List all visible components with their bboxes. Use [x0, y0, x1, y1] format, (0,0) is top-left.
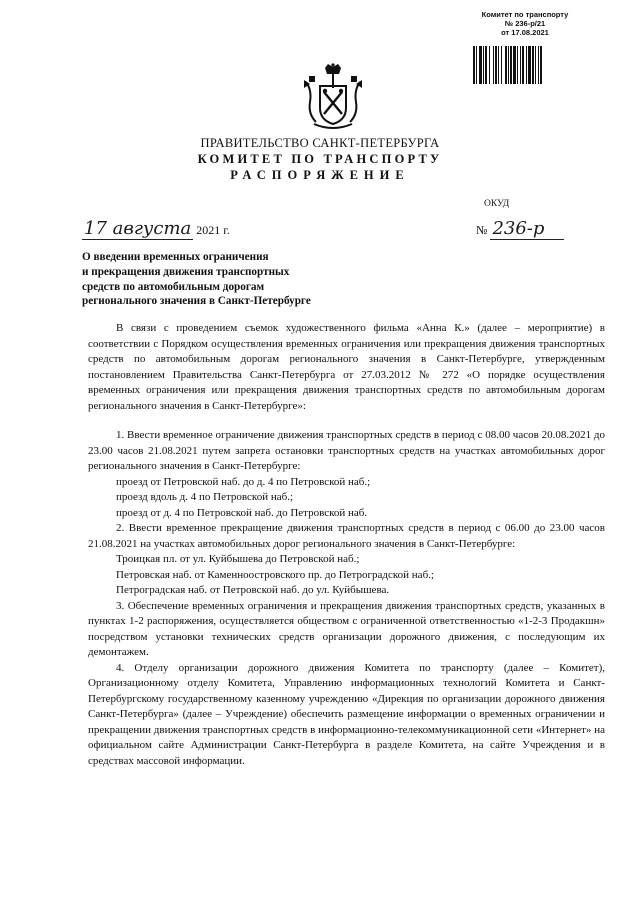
document-subject [82, 250, 382, 309]
document-type: РАСПОРЯЖЕНИЕ [230, 168, 410, 182]
number-prefix: № [476, 223, 488, 237]
clause-4: 4. Отделу организации дорожного движения Комитета по транспорту (далее – Комитет), Организационному отделу Комитета, Управлению информационных технологий Комитета и Санкт-Петербургскому государственному казенному учреждению «Дирекция по организации дорожного движения Санкт-Петербурга» (далее – Учреждение) обеспечить размещение информации о временных ограничении и прекращении движения транспортных средств в информационно-телекоммуникационной сети «Интернет» на официальном сайте Администрации Санкт-Петербурга в разделе Комитета, на сайте Учреждения и в средствах массовой информации. [88, 661, 605, 767]
registration-stamp [470, 10, 580, 37]
clause-1-road: проезд от д. 4 по Петровской наб. до Петровской наб. [116, 506, 368, 519]
subject-line: регионального значения в Санкт-Петербурге [82, 295, 311, 308]
document-date [82, 218, 230, 240]
stamp-line-2: № 236-р/21 [504, 19, 546, 28]
stamp-line-1: Комитет по транспорту [481, 10, 569, 19]
stamp-line-3: от 17.08.2021 [501, 28, 549, 37]
clause-2-road: Петровская наб. от Каменноостровского пр. до Петроградской наб.; [116, 568, 434, 581]
clause-1-road: проезд от Петровской наб. до д. 4 по Петровской наб.; [116, 475, 371, 488]
subject-line: средств по автомобильным дорогам [82, 280, 265, 293]
handwritten-number: 236-р [492, 218, 545, 239]
government-title: ПРАВИТЕЛЬСТВО САНКТ-ПЕТЕРБУРГА [200, 136, 440, 150]
clause-1: 1. Ввести временное ограничение движения транспортных средств в период с 08.00 часов 20.08.2021 до 23.00 часов 21.08.2021 путем запрета остановки транспортных средств на участках автомобильных дорог регионального значения в Санкт-Петербурге: [88, 429, 605, 472]
handwritten-date: 17 августа [84, 218, 192, 239]
date-year: 2021 г. [196, 223, 230, 237]
subject-line: О введении временных ограничения [82, 251, 269, 263]
subject-line: и прекращения движения транспортных [82, 265, 290, 278]
clause-2-road: Троицкая пл. от ул. Куйбышева до Петровской наб.; [116, 553, 360, 565]
okud-label: ОКУД [484, 199, 510, 209]
document-number [476, 218, 564, 240]
clause-2-road: Петроградская наб. от Петровской наб. до ул. Куйбышева. [116, 584, 390, 596]
committee-title: КОМИТЕТ ПО ТРАНСПОРТУ [197, 152, 443, 166]
document-body [88, 321, 605, 769]
clause-3: 3. Обеспечение временных ограничения и прекращения движения транспортных средств, указанных в пунктах 1-2 распоряжения, осуществляется обществом с ограниченной ответственностью «1-2-3 Продакшн» посредством установки технических средств организации дорожного движения, с последующим их демонтажем. [88, 599, 605, 658]
barcode [473, 46, 571, 84]
clause-1-road: проезд вдоль д. 4 по Петровской наб.; [116, 491, 294, 503]
preamble: В связи с проведением съемок художественного фильма «Анна К.» (далее – мероприятие) в соответствии с Порядком осуществления временных ограничения или прекращения движения транспортных средств по автомобильным дорогам регионального значения в Санкт-Петербурге, утвержденным постановлением Правительства Санкт-Петербурга от 27.03.2012 № 272 «О порядке осуществления временных ограничения или прекращения движения транспортных средств по автомобильным дорогам регионального значения в Санкт-Петербурге»: [88, 322, 605, 412]
clause-2: 2. Ввести временное прекращение движения транспортных средств в период с 06.00 до 23.00 часов 21.08.2021 на участках автомобильных дорог регионального значения в Санкт-Петербурге: [88, 522, 605, 550]
coat-of-arms-icon [300, 62, 366, 132]
